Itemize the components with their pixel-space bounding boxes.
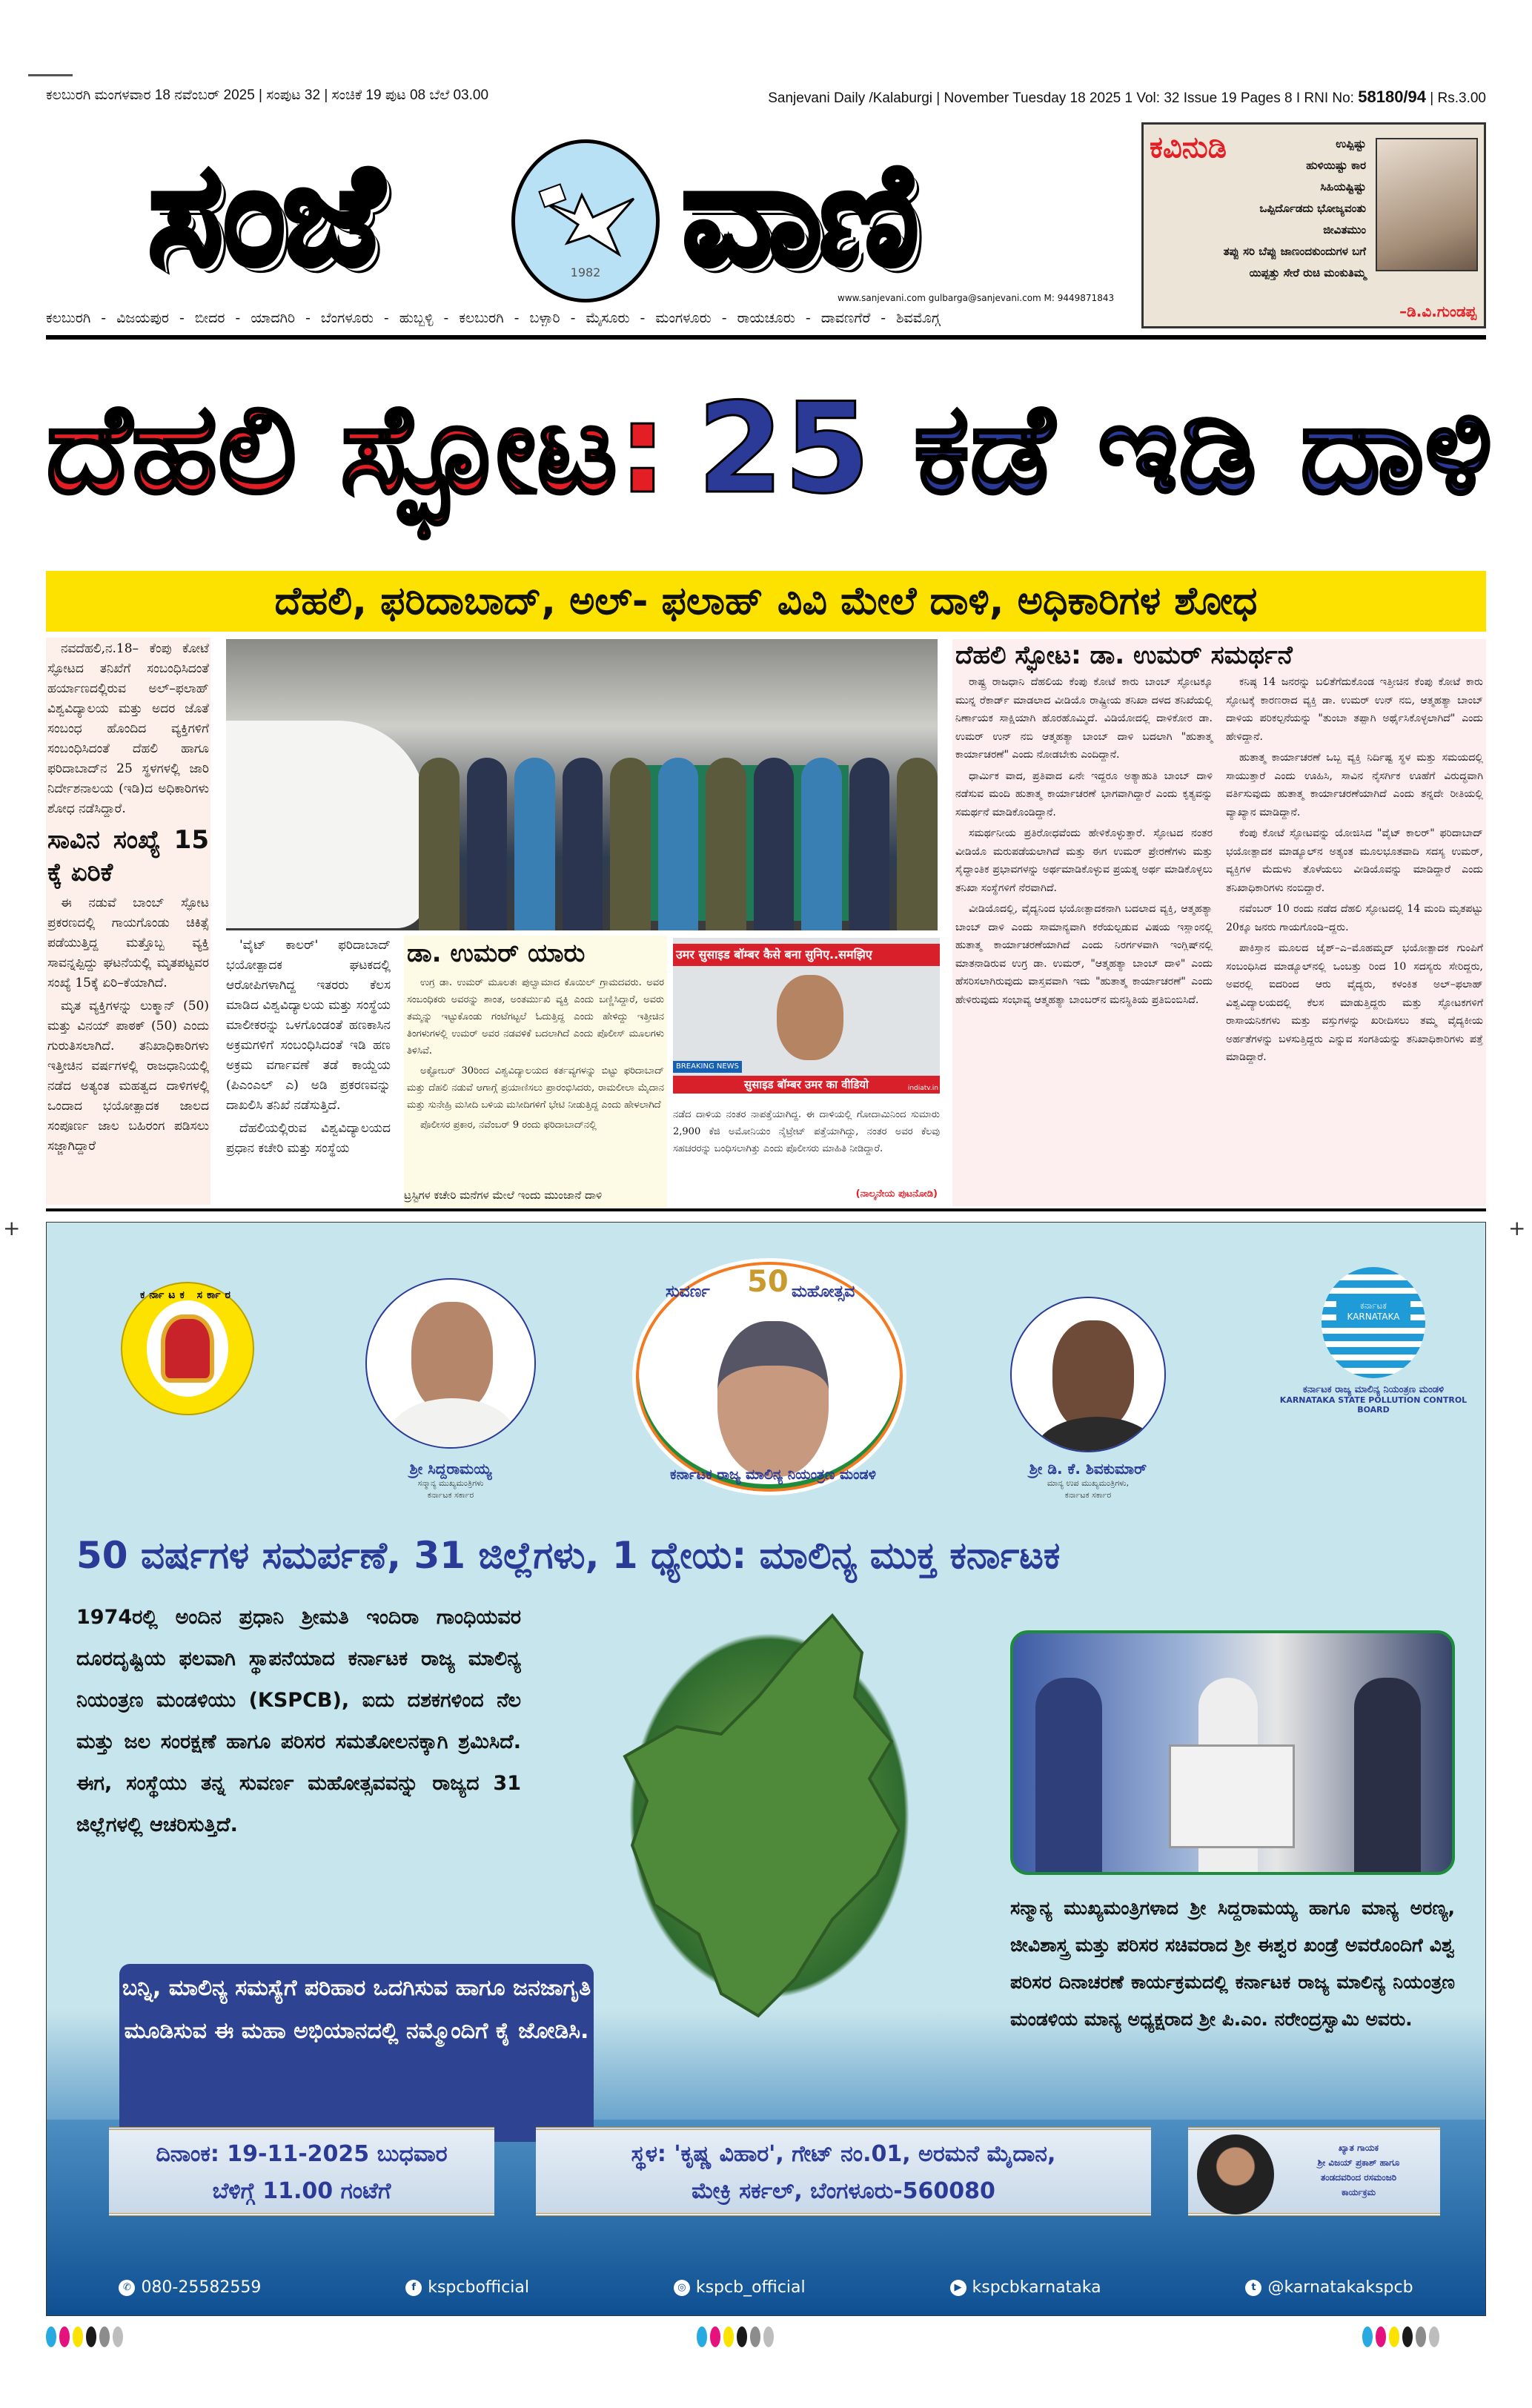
separator: - [305,310,311,326]
registration-dot [86,2326,96,2347]
who-is-umar-title: ಡಾ. ಉಮರ್ ಯಾರು [407,939,586,968]
who-is-umar-article [404,936,667,1208]
lead-paragraph: ನವದೆಹಲಿ,ನ.18– ಕೆಂಪು ಕೋಟೆ ಸ್ಫೋಟದ ತನಿಖೆಗೆ ಸಂಬಂಧಿಸಿದಂತೆ ಹರ್ಯಾಣದಲ್ಲಿರುವ ಅಲ್–ಫಲಾಹ್ ವಿಶ್ವವಿದ್ಯಾಲಯ ಮತ್ತು ಅದರ ಜೊತೆ ಸಂಬಂಧ ಹೊಂದಿದ ವ್ಯಕ್ತಿಗಳಿಗೆ ಸಂಬಂಧಿಸಿದಂತೆ ದೆಹಲಿ ಹಾಗೂ ಫರಿದಾಬಾದ್‌ನ 25 ಸ್ಥಳಗಳಲ್ಲಿ ಜಾರಿ ನಿರ್ದೇಶನಾಲಯ (ಇಡಿ)ದ ಅಧಿಕಾರಿಗಳು ಶೋಧ ನಡೆಸಿದ್ದಾರೆ. [47,641,209,816]
singer-line: ಖ್ಯಾತ ಗಾಯಕ [1338,2143,1379,2153]
registration-dot [723,2326,734,2347]
social-handle[interactable]: kspcbofficial [428,2278,529,2297]
separator: - [570,310,576,326]
registration-dot [1362,2326,1373,2347]
edition-city: ಕಲಬುರಗಿ [459,310,504,326]
ad-intro: 1974ರಲ್ಲಿ ಅಂದಿನ ಪ್ರಧಾನಿ ಶ್ರೀಮತಿ ಇಂದಿರಾ ಗಾಂಧಿಯವರ ದೂರದೃಷ್ಟಿಯ ಫಲವಾಗಿ ಸ್ಥಾಪನೆಯಾದ ಕರ್ನಾಟಕ ರಾಜ್ಯ ಮಾಲಿನ್ಯ ನಿಯಂತ್ರಣ ಮಂಡಳಿಯು (KSPCB), ಐದು ದಶಕಗಳಿಂದ ನೆಲ ಮತ್ತು ಜಲ ಸಂರಕ್ಷಣೆ ಹಾಗೂ ಪರಿಸರ ಸಮತೋಲನಕ್ಕಾಗಿ ಶ್ರಮಿಸಿದೆ. ಈಗ, ಸಂಸ್ಥೆಯು ತನ್ನ ಸುವರ್ಣ ಮಹೋತ್ಸವವನ್ನು ರಾಜ್ಯದ 31 ಜಿಲ್ಲೆಗಳಲ್ಲಿ ಆಚರಿಸುತ್ತಿದೆ. [76,1606,521,1836]
separator: - [721,310,727,326]
contact-line: www.sanjevani.com gulbarga@sanjevani.com M: 9449871843 [838,293,1115,303]
venue-line-2: ಮೇಕ್ರಿ ಸರ್ಕಲ್, ಬೆಂಗಳೂರು-560080 [692,2178,995,2204]
headline-blue: 25 ಕಡೆ ಇಡಿ ದಾಳಿ [697,376,1493,521]
paragraph: ಕನಿಷ್ಠ 14 ಜನರನ್ನು ಬಲಿತೆಗೆದುಕೊಂಡ ಇತ್ತೀಚಿನ ಕೆಂಪು ಕೋಟೆ ಕಾರು ಸ್ಫೋಟಕ್ಕೆ ಕಾರಣರಾದ ವ್ಯಕ್ತಿ ಡಾ. ಉಮರ್ ಉನ್ ನಬಿ, ಆತ್ಮಹತ್ಯಾ ಬಾಂಬ್ ದಾಳಿಯ ಪರಿಕಲ್ಪನೆಯನ್ನು "ತುಂಬಾ ತಪ್ಪಾಗಿ ಅರ್ಥೈಸಿಕೊಳ್ಳಲಾಗಿದೆ" ಎಂದು ಹೇಳಿದ್ದಾನೆ. [1226,676,1483,743]
registration-dot [73,2326,83,2347]
event-caption: ಸನ್ಮಾನ್ಯ ಮುಖ್ಯಮಂತ್ರಿಗಳಾದ ಶ್ರೀ ಸಿದ್ದರಾಮಯ್ಯ ಹಾಗೂ ಮಾನ್ಯ ಅರಣ್ಯ, ಜೀವಿಶಾಸ್ತ್ರ ಮತ್ತು ಪರಿಸರ ಸಚಿವರಾದ ಶ್ರೀ ಈಶ್ವರ ಖಂಡ್ರೆ ಅವರೊಂದಿಗೆ ವಿಶ್ವ ಪರಿಸರ ದಿನಾಚರಣೆ ಕಾರ್ಯಕ್ರಮದಲ್ಲಿ ಕರ್ನಾಟಕ ರಾಜ್ಯ ಮಾಲಿನ್ಯ ನಿಯಂತ್ರಣ ಮಂಡಳಿಯ ಮಾನ್ಯ ಅಧ್ಯಕ್ಷರಾದ ಶ್ರೀ ಪಿ.ಎಂ. ನರೇಂದ್ರಸ್ವಾಮಿ ಅವರು. [1010,1897,1455,2030]
social-handle[interactable]: kspcbkarnataka [972,2278,1101,2297]
registration-dot [1429,2326,1439,2347]
umar-justification-article [952,639,1486,1206]
raid-photo [226,639,938,930]
registration-dot [1416,2326,1426,2347]
footline-text: ಟ್ರಸ್ಟಿಗಳ ಕಚೇರಿ ಮನೆಗಳ ಮೇಲೆ ಇಂದು ಮುಂಜಾನೆ ದಾಳಿ [404,1188,603,1202]
social-handle[interactable]: @karnatakakspcb [1267,2278,1413,2297]
poem-author: –ಡಿ.ವಿ.ಗುಂಡಪ್ಪ [1399,302,1476,320]
kspcb-name-english: KARNATAKA STATE POLLUTION CONTROL BOARD [1279,1395,1468,1415]
separator: - [179,310,185,326]
edition-cities [46,310,1113,326]
twitter-icon: t [1245,2280,1261,2296]
crop-mark: + [1508,1216,1526,1240]
price: | Rs.3.00 [1426,90,1486,106]
poem-line: ಒಪ್ಪಿರ್ದೊಡದು ಭೋಜ್ಯವಂತು [1259,202,1366,215]
sub-headline-banner: ದೆಹಲಿ, ಫರಿದಾಬಾದ್, ಅಲ್- ಫಲಾಹ್ ವಿವಿ ಮೇಲೆ ದಾಳಿ, ಅಧಿಕಾರಿಗಳ ಶೋಧ [46,571,1486,632]
indira-portrait [717,1321,829,1477]
paragraph: ಮೃತ ವ್ಯಕ್ತಿಗಳನ್ನು ಲುಕ್ಮಾನ್ (50) ಮತ್ತು ವಿನಯ್ ಪಾಠಕ್ (50) ಎಂದು ಗುರುತಿಸಲಾಗಿದೆ. ತನಿಖಾಧಿಕಾರಿಗಳು ಇತ್ತೀಚಿನ ವರ್ಷಗಳಲ್ಲಿ ರಾಜಧಾನಿಯಲ್ಲಿ ನಡೆದ ಅತ್ಯಂತ ಮಹತ್ವದ ದಾಳಿಗಳಲ್ಲಿ ಒಂದಾದ ಭಯೋತ್ಪಾದಕ ಜಾಲದ ಸಂಪೂರ್ಣ ಜಾಲ ಬಹಿರಂಗ ಪಡಿಸಲು ಸಜ್ಜಾಗಿದ್ದಾರೆ [47,999,209,1154]
logo-year: 1982 [570,265,601,280]
logo-right-word: ವಾಣಿ [682,133,916,297]
golden-jubilee-emblem [632,1258,906,1495]
cm-title: ಸನ್ಮಾನ್ಯ ಮುಖ್ಯಮಂತ್ರಿಗಳು [417,1478,484,1488]
karnataka-map [610,1608,929,2023]
kspcb-name-kannada: ಕರ್ನಾಟಕ ರಾಜ್ಯ ಮಾಲಿನ್ಯ ನಿಯಂತ್ರಣ ಮಂಡಳಿ [1302,1384,1445,1395]
dcm-portrait [1010,1297,1166,1452]
photo-frame [1169,1744,1295,1848]
separator: - [443,310,449,326]
edition-city: ರಾಯಚೂರು [737,310,795,326]
edition-city: ಮೈಸೂರು [586,310,630,326]
registration-dot [1376,2326,1386,2347]
youtube-icon: ▶ [950,2280,966,2296]
paragraph: ಹುತಾತ್ಮ ಕಾರ್ಯಾಚರಣೆ ಒಬ್ಬ ವ್ಯಕ್ತಿ ನಿರ್ದಿಷ್ಟ ಸ್ಥಳ ಮತ್ತು ಸಮಯದಲ್ಲಿ ಸಾಯುತ್ತಾರೆ ಎಂದು ಊಹಿಸಿ, ಸಾವಿನ ನೈಸರ್ಗಿಕ ಊಹೆಗೆ ವಿರುದ್ಧವಾಗಿ ವರ್ತಿಸುವುದು ಹುತಾತ್ಮ ಕಾರ್ಯಾಚರಣೆಯಾಗಿದೆ ಎಂದು ತನ್ನದೇ ರೀತಿಯಲ್ಲಿ ವ್ಯಾಖ್ಯಾನ ಮಾಡಿದ್ದಾನೆ. [1226,752,1483,818]
separator: - [805,310,811,326]
singer-photo [1197,2134,1274,2214]
kspcb-logo [1277,1267,1470,1415]
social-link[interactable] [119,2278,261,2297]
emblem-left: ಸುವರ್ಣ [666,1283,710,1301]
kavinudi-box [1141,122,1486,328]
registration-marks [46,2326,123,2347]
separator: - [881,310,886,326]
paragraph: ರಾಷ್ಟ್ರ ರಾಜಧಾನಿ ದೆಹಲಿಯ ಕೆಂಪು ಕೋಟೆ ಕಾರು ಬಾಂಬ್ ಸ್ಫೋಟಕ್ಕೂ ಮುನ್ನ ರೆಕಾರ್ಡ್ ಮಾಡಲಾದ ವೀಡಿಯೊ ರಾಷ್ಟ್ರೀಯ ತನಿಖಾ ದಳದ ತನಿಖೆಯಲ್ಲಿ ನಿರ್ಣಾಯಕ ಸಾಕ್ಷಿಯಾಗಿ ಹೊರಹೊಮ್ಮಿದೆ. ವಿಡಿಯೋದಲ್ಲಿ ದಾಳಿಕೋರ ಡಾ. ಉಮರ್ ಉನ್ ನಬಿ ಆತ್ಮಹತ್ಯಾ ಬಾಂಬ್ ದಾಳಿ ಬದಲಾಗಿ "ಹುತಾತ್ಮ ಕಾರ್ಯಾಚರಣೆ" ಎಂದು ನೋಡಬೇಕು ಎಂದಿದ್ದಾನೆ. [955,676,1213,761]
paragraph: ಉಗ್ರ ಡಾ. ಉಮರ್ ಮೂಲತಃ ಪುಲ್ವಾಮಾದ ಕೊಯಿಲ್ ಗ್ರಾಮದವರು. ಅವರ ಸಂಬಂಧಿಕರು ಅವರನ್ನು ಶಾಂತ, ಅಂತರ್ಮುಖಿ ವ್ಯಕ್ತಿ ಎಂದು ಬಣ್ಣಿಸಿದ್ದಾರೆ, ಅವರು ತಮ್ಮನ್ನು ಇಟ್ಟುಕೊಂಡು ಗಂಟೆಗಟ್ಟಲೆ ಓದುತ್ತಿದ್ದ ಎಂದು ಹೇಳಿದ್ದು ಇತ್ತೀಚಿನ ತಿಂಗಳುಗಳಲ್ಲಿ ಉಮರ್ ಅವರ ನಡವಳಿಕೆ ಬದಲಾಗಿದೆ ಎಂದು ಪೊಲೀಸ್ ಮೂಲಗಳು ತಿಳಿಸಿವೆ. [407,977,664,1056]
separator: - [235,310,241,326]
edition-city: ಕಲಬುರಗಿ [46,310,91,326]
article-column-1 [955,673,1213,1070]
seal-text: ಕರ್ನಾಟಕ ಸರ್ಕಾರ [140,1289,235,1301]
cm-caption [343,1460,558,1501]
social-handle[interactable]: 080-25582559 [141,2278,262,2297]
tv-bottom-ticker: सुसाइड बॉम्बर उमर का वीडियो [673,1076,940,1094]
registration-dot [59,2326,70,2347]
issue-info-kannada: ಕಲಬುರಗಿ ಮಂಗಳವಾರ 18 ನವೆಂಬರ್ 2025 | ಸಂಪುಟ 32 | ಸಂಚಿಕೆ 19 ಪುಟ 08 ಬೆಲೆ 03.00 [46,87,489,103]
event-photo [1010,1630,1455,1875]
newspaper-logo [148,126,1115,304]
masthead-divider [46,335,1486,340]
rni-number: 58180/94 [1358,87,1427,106]
poem-line: ಹುಳಿಯಿಷ್ಟು ಕಾರ [1306,159,1366,172]
karnataka-govt-seal [121,1282,254,1415]
separator: - [514,310,520,326]
venue-line-1: ಸ್ಥಳ: 'ಕೃಷ್ಣ ವಿಹಾರ', ಗೇಟ್ ನಂ.01, ಅರಮನೆ ಮೈದಾನ, [631,2141,1056,2167]
paragraph: ಈ ನಡುವೆ ಬಾಂಬ್ ಸ್ಫೋಟ ಪ್ರಕರಣದಲ್ಲಿ ಗಾಯಗೊಂಡು ಚಿಕಿತ್ಸೆ ಪಡೆಯುತ್ತಿದ್ದ ಮತ್ತೊಬ್ಬ ವ್ಯಕ್ತಿ ಸಾವನ್ನಪ್ಪಿದ್ದು ಘಟನೆಯಲ್ಲಿ ಮೃತಪಟ್ಟವರ ಸಂಖ್ಯೆ 15ಕ್ಕೆ ಏರಿ–ಕೆಯಾಗಿದೆ. [47,896,209,990]
registration-marks [1362,2326,1439,2347]
emblem-right: ಮಹೋತ್ಸವ [792,1283,855,1301]
registration-dot [710,2326,720,2347]
dove-emblem [511,139,660,302]
separator: - [383,310,389,326]
registration-dot [1389,2326,1399,2347]
paragraph: ವೀಡಿಯೊದಲ್ಲಿ, ವೈದ್ಯನಿಂದ ಭಯೋತ್ಪಾದಕನಾಗಿ ಬದಲಾದ ವ್ಯಕ್ತಿ, ಆತ್ಮಹತ್ಯಾ ಬಾಂಬ್ ದಾಳಿ ಎಂದು ಸಾಮಾನ್ಯವಾಗಿ ಕರೆಯಲ್ಪಡುವ ವಿಷಯ ಇಸ್ಲಾಂನಲ್ಲಿ ಹುತಾತ್ಮ ಕಾರ್ಯಾಚರಣೆಯಾಗಿದೆ ಎಂದು ನಿರರ್ಗಳವಾಗಿ ಇಂಗ್ಲಿಷ್‌ನಲ್ಲಿ ಮಾತನಾಡಿರುವ ಉಗ್ರ ಡಾ. ಉಮರ್, "ಆತ್ಮಹತ್ಯಾ ಬಾಂಬ್ ದಾಳಿ" ಎಂದು ಹೆಸರಿಸಲಾಗಿರುವುದು ವಾಸ್ತವವಾಗಿ ಇದು "ಹುತಾತ್ಮ ಕಾರ್ಯಾಚರಣೆ" ಎಂದು ಹೇಳಿರುವುದು ಸಂಭಾವ್ಯ ಆತ್ಮಹತ್ಯಾ ಬಾಂಬರ್‌ನ ಮನಸ್ಥಿತಿಯ ಪ್ರತಿಬಿಂಬಿಸಿದೆ. [955,903,1213,1006]
facebook-icon: f [405,2280,422,2296]
dcm-gov: ಕರ್ನಾಟಕ ಸರ್ಕಾರ [1064,1490,1112,1500]
date-panel [109,2127,494,2216]
separator: - [101,310,107,326]
paragraph: ಕೆಂಪು ಕೋಟೆ ಸ್ಫೋಟವನ್ನು ಯೋಜಿಸಿದ "ವೈಟ್ ಕಾಲರ್" ಫರಿದಾಬಾದ್ ಭಯೋತ್ಪಾದಕ ಮಾಡ್ಯೂಲ್‌ನ ಅತ್ಯಂತ ಮೂಲಭೂತವಾದಿ ಸದಸ್ಯ ಉಮರ್, ವ್ಯಕ್ತಿಗಳ ಮೆದುಳು ತೊಳೆಯಲು ವೀಡಿಯೊವನ್ನು ಮಾಡಿದ್ದಾರೆ ಎಂದು ತನಿಖಾಧಿಕಾರಿಗಳು ನಂಬಿದ್ದಾರೆ. [1226,827,1483,894]
edition-city: ಮಂಗಳೂರು [655,310,712,326]
issue-info-line [46,87,1486,107]
tv-screenshot [673,938,940,1094]
paragraph: ಧಾರ್ಮಿಕ ವಾದ, ಪ್ರತಿವಾದ ಏನೇ ಇದ್ದರೂ ಅತ್ಯಾಹುತಿ ಬಾಂಬ್ ದಾಳಿ ನಡೆಸುವ ಮಂದಿ ಹುತಾತ್ಮ ಕಾರ್ಯಾಚರಣೆ ಭಾಗವಾಗಿದ್ದಾರೆ ಎಂದು ಕೃತ್ಯವನ್ನು ಸಮರ್ಥನೆ ಮಾಡಿಕೊಂಡಿದ್ದಾನೆ. [955,770,1213,818]
top-rule [28,74,73,76]
kspcb-advertisement [46,1222,1486,2316]
edition-city: ಶಿವಮೊಗ್ಗ [896,310,941,326]
social-link[interactable] [1245,2278,1413,2297]
registration-dot [99,2326,110,2347]
crop-mark: + [3,1216,21,1240]
fold-divider [46,1208,1486,1211]
emblem-50: 50 [747,1265,789,1299]
singer-line: ಕಾರ್ಯಕ್ರಮ [1341,2187,1376,2197]
emblem-ring-text: ಕರ್ನಾಟಕ ರಾಜ್ಯ ಮಾಲಿನ್ಯ ನಿಯಂತ್ರಣ ಮಂಡಳಿ [670,1466,876,1483]
edition-city: ಬೀದರ [194,310,225,326]
registration-marks [697,2326,774,2347]
cm-gov: ಕರ್ನಾಟಕ ಸರ್ಕಾರ [427,1490,474,1500]
registration-dot [763,2326,774,2347]
logo-left-word: ಸಂಜೆ [148,133,380,297]
edition-city: ಬೆಂಗಳೂರು [320,310,374,326]
main-headline [46,348,1493,549]
registration-dot [697,2326,707,2347]
dcm-title: ಮಾನ್ಯ ಉಪ ಮುಖ್ಯಮಂತ್ರಿಗಳು, [1047,1478,1130,1488]
poet-photo [1376,138,1478,271]
photo-people [419,743,938,930]
kspcb-globe-icon [1322,1267,1425,1378]
registration-dot [750,2326,760,2347]
article-column-2 [1226,673,1483,1070]
continued-page-link[interactable]: (ನಾಲ್ಕನೇಯ ಪುಟನೋಡಿ) [855,1188,938,1200]
edition-city: ಹುಬ್ಬಳ್ಳಿ [399,310,434,326]
poem-line: ಉಪ್ಪಿಷ್ಟು [1336,137,1366,150]
singer-line: ತಂಡದವರಿಂದ ರಸಮಂಜರಿ [1320,2172,1397,2183]
photo-car [226,721,426,928]
cm-name: ಶ್ರೀ ಸಿದ್ದರಾಮಯ್ಯ [409,1460,492,1478]
dcm-caption [973,1460,1203,1501]
issue-info-english [768,87,1486,107]
tv-face [777,975,843,1060]
poem-lines [1150,133,1366,284]
registration-dot [1402,2326,1413,2347]
paragraph: ಪೊಲೀಸರ ಪ್ರಕಾರ, ನವೆಂಬರ್ 9 ರಂದು ಫರಿದಾಬಾದ್‌ನಲ್ಲಿ [420,1119,597,1131]
who-is-umar-continued: ನಡೆದ ದಾಳಿಯ ನಂತರ ನಾಪತ್ತೆಯಾಗಿದ್ದ. ಈ ದಾಳಿಯಲ್ಲಿ ಗೋದಾಮಿನಿಂದ ಸುಮಾರು 2,900 ಕೆಜಿ ಅಮೋನಿಯಂ ನೈಟ್ರೇಟ್ ಪತ್ತೆಯಾಗಿದ್ದು, ನಂತರ ಅವರ ಕೆಲವು ಸಹಚರರನ್ನು ಬಂಧಿಸಲಾಗಿತ್ತು ಎಂದು ಪೊಲೀಸರು ಮಾಹಿತಿ ನೀಡಿದ್ದಾರೆ. [673,1109,940,1154]
left-column-article [46,638,210,1205]
paragraph: ದೆಹಲಿಯಲ್ಲಿರುವ ವಿಶ್ವವಿದ್ಯಾಲಯದ ಪ್ರಧಾನ ಕಚೇರಿ ಮತ್ತು ಸಂಸ್ಥೆಯ [226,1121,391,1156]
cm-portrait [365,1278,536,1449]
article-title: ದೆಹಲಿ ಸ್ಫೋಟ: ಡಾ. ಉಮರ್ ಸಮರ್ಥನೆ [955,641,1293,670]
registration-dot [113,2326,123,2347]
call-to-action-box: ಬನ್ನಿ, ಮಾಲಿನ್ಯ ಸಮಸ್ಯೆಗೆ ಪರಿಹಾರ ಒದಗಿಸುವ ಹಾಗೂ ಜನಜಾಗೃತಿ ಮೂಡಿಸುವ ಈ ಮಹಾ ಅಭಿಯಾನದಲ್ಲಿ ನಮ್ಮೊಂದಿಗೆ ಕೈ ಜೋಡಿಸಿ. [119,1964,594,2142]
dcm-name: ಶ್ರೀ ಡಿ. ಕೆ. ಶಿವಕುಮಾರ್ [1029,1460,1147,1478]
social-link[interactable] [405,2278,529,2297]
registration-dot [737,2326,747,2347]
event-time: ಬೆಳಿಗ್ಗೆ 11.00 ಗಂಟೆಗೆ [212,2178,391,2204]
event-date: ದಿನಾಂಕ: 19-11-2025 ಬುಧವಾರ [156,2141,448,2167]
tv-breaking: BREAKING NEWS [673,1061,742,1073]
social-link[interactable] [950,2278,1101,2297]
venue-panel [536,2127,1151,2216]
social-handle[interactable]: kspcb_official [695,2278,806,2297]
issue-info-text: Sanjevani Daily /Kalaburgi | November Tuesday 18 2025 1 Vol: 32 Issue 19 Pages 8 I RNI No: [768,90,1359,106]
death-toll-subhead: ಸಾವಿನ ಸಂಖ್ಯೆ 15 ಕ್ಕೆ ಏರಿಕೆ [47,825,209,887]
kavinudi-title: ಕವಿನುಡಿ [1150,130,1227,165]
edition-city: ಬಳ್ಳಾರಿ [529,310,560,326]
social-link[interactable] [674,2278,806,2297]
paragraph: ಅಕ್ಟೋಬರ್ 30ರಿಂದ ವಿಶ್ವವಿದ್ಯಾಲಯದ ಕರ್ತವ್ಯಗಳನ್ನು ಬಿಟ್ಟು ಫರಿದಾಬಾದ್ ಮತ್ತು ದೆಹಲಿ ನಡುವೆ ಆಗಾಗ್ಗೆ ಪ್ರಯಾಣಿಸಲು ಪ್ರಾರಂಭಿಸಿದರು, ರಾಮಲೀಲಾ ಮೈದಾನ ಮತ್ತು ಸುನೇಹ್ರಿ ಮಸೀದಿ ಬಳಿಯ ಮಸೀದಿಗಳಿಗೆ ಭೇಟಿ ನೀಡುತ್ತಿದ್ದ ಎಂದು ಹೇಳಲಾಗಿದೆ [407,1065,664,1111]
singer-panel [1188,2127,1440,2216]
globe-label: ಕರ್ನಾಟಕ KARNATAKA [1336,1300,1410,1322]
paragraph: ಪಾಕಿಸ್ತಾನ ಮೂಲದ ಜೈಶ್–ಎ–ಮೊಹಮ್ಮದ್ ಭಯೋತ್ಪಾದಕ ಗುಂಪಿಗೆ ಸಂಬಂಧಿಸಿದ ಮಾಡ್ಯೂಲ್‌ನಲ್ಲಿ ಒಂಬತ್ತು ರಿಂದ 10 ಸದಸ್ಯರು ಸೇರಿದ್ದರು, ಅವರಲ್ಲಿ ಐದರಿಂದ ಆರು ವೈದ್ಯರು, ಕಳಂಕಿತ ಅಲ್–ಫಲಾಹ್ ವಿಶ್ವವಿದ್ಯಾಲಯದಲ್ಲಿ ಕೆಲಸ ಮಾಡುತ್ತಿದ್ದರು ಮತ್ತು ಸ್ಫೋಟಕಗಳಿಗೆ ರಾಸಾಯನಿಕಗಳು ಮತ್ತು ವಸ್ತುಗಳನ್ನು ಖರೀದಿಸಲು ತಮ್ಮ ವೈದ್ಯಕೀಯ ಅರ್ಹತೆಗಳನ್ನು ಬಳಸುತ್ತಿದ್ದರು ಎನ್ನುವ ಸಂಗತಿಯನ್ನು ತನಿಖಾಧಿಕಾರಿಗಳು ಪತ್ತೆ ಮಾಡಿದ್ದಾರೆ. [1226,942,1483,1063]
social-links [47,2278,1485,2297]
poem-line: ತಪ್ಪು ಸರಿ ಬೆಪ್ಪು ಜಾಣಂದಕುಂದುಗಳ ಬಗೆ [1223,245,1366,258]
poem-line: ಯಿಪ್ಪತ್ತು ಸೇರೆ ರುಚಿ ಮಂಕುತಿಮ್ಮ [1249,266,1366,280]
separator: - [640,310,646,326]
phone-icon: ✆ [119,2280,135,2296]
poem-line: ಸಿಹಿಯಷ್ಟಿಷ್ಟು [1320,180,1366,194]
instagram-icon: ◎ [674,2280,690,2296]
dove-icon [537,173,641,262]
headline-red: ದೆಹಲಿ ಸ್ಫೋಟ: [46,376,668,521]
paragraph: 'ವೈಟ್ ಕಾಲರ್' ಫರಿದಾಬಾದ್ ಭಯೋತ್ಪಾದಕ ಘಟಕದಲ್ಲಿ ಆರೋಪಿಗಳಾಗಿದ್ದ ಇತರರು ಕೆಲಸ ಮಾಡಿದ ವಿಶ್ವವಿದ್ಯಾಲಯ ಮತ್ತು ಸಂಸ್ಥೆಯ ಮಾಲೀಕರನ್ನು ಒಳಗೊಂಡಂತೆ ಹಣಕಾಸಿನ ಅಕ್ರಮಗಳಿಗೆ ಸಂಬಂಧಿಸಿದಂತೆ ಇಡಿ ಹಣ ಅಕ್ರಮ ವರ್ಗಾವಣೆ ತಡೆ ಕಾಯ್ದೆಯ (ಪಿಎಂಎಲ್ ಎ) ಅಡಿ ಪ್ರಕರಣವನ್ನು ದಾಖಲಿಸಿ ತನಿಖೆ ನಡೆಸುತ್ತಿದೆ. [226,938,391,1113]
tv-brand: indiatv.in [907,1085,938,1092]
ad-title: 50 ವರ್ಷಗಳ ಸಮರ್ಪಣೆ, 31 ಜಿಲ್ಲೆಗಳು, 1 ಧ್ಯೇಯ: ಮಾಲಿನ್ಯ ಮುಕ್ತ ಕರ್ನಾಟಕ [76,1534,1061,1577]
edition-city: ವಿಜಯಪುರ [116,310,169,326]
tv-top-ticker: उमर सुसाइड बॉम्बर कैसे बना सुनिए..समझिए [673,944,940,966]
registration-dot [46,2326,56,2347]
singer-line: ಶ್ರೀ ವಿಜಯ್ ಪ್ರಕಾಶ್ ಹಾಗೂ [1317,2157,1400,2168]
mid-column-article [226,936,391,1206]
edition-city: ದಾವಣಗೆರೆ [820,310,871,326]
poem-line: ಜೀವಿತಮುಂ [1323,223,1366,236]
edition-city: ಯಾದಗಿರಿ [251,310,296,326]
paragraph: ಸಮರ್ಥನೀಯ ಪ್ರತಿರೋಧವೆಂದು ಹೇಳಿಕೊಳ್ಳುತ್ತಾರೆ. ಸ್ಫೋಟದ ನಂತರ ವೀಡಿಯೊ ಮರುಪಡೆಯಲಾಗಿದೆ ಮತ್ತು ಈಗ ಉಮರ್ ಪ್ರೇರಣೆಗಳು ಮತ್ತು ಸೈದ್ಧಾಂತಿಕ ಪ್ರಭಾವಗಳನ್ನು ಅರ್ಥಮಾಡಿಕೊಳ್ಳುವ ಪ್ರಯತ್ನ ಅರ್ಥ ಮಾಡಿಕೊಳ್ಳಲು ತನಿಖಾ ಸಂಸ್ಥೆಗಳಿಗೆ ನೆರವಾಗಿದೆ. [955,827,1213,894]
paragraph: ನವೆಂಬರ್ 10 ರಂದು ನಡೆದ ದೆಹಲಿ ಸ್ಫೋಟದಲ್ಲಿ 14 ಮಂದಿ ಮೃತಪಟ್ಟು 20ಕ್ಕೂ ಜನರು ಗಾಯಗೊಂಡಿ–ದ್ದರು. [1226,903,1483,933]
article-footline [404,1188,938,1202]
